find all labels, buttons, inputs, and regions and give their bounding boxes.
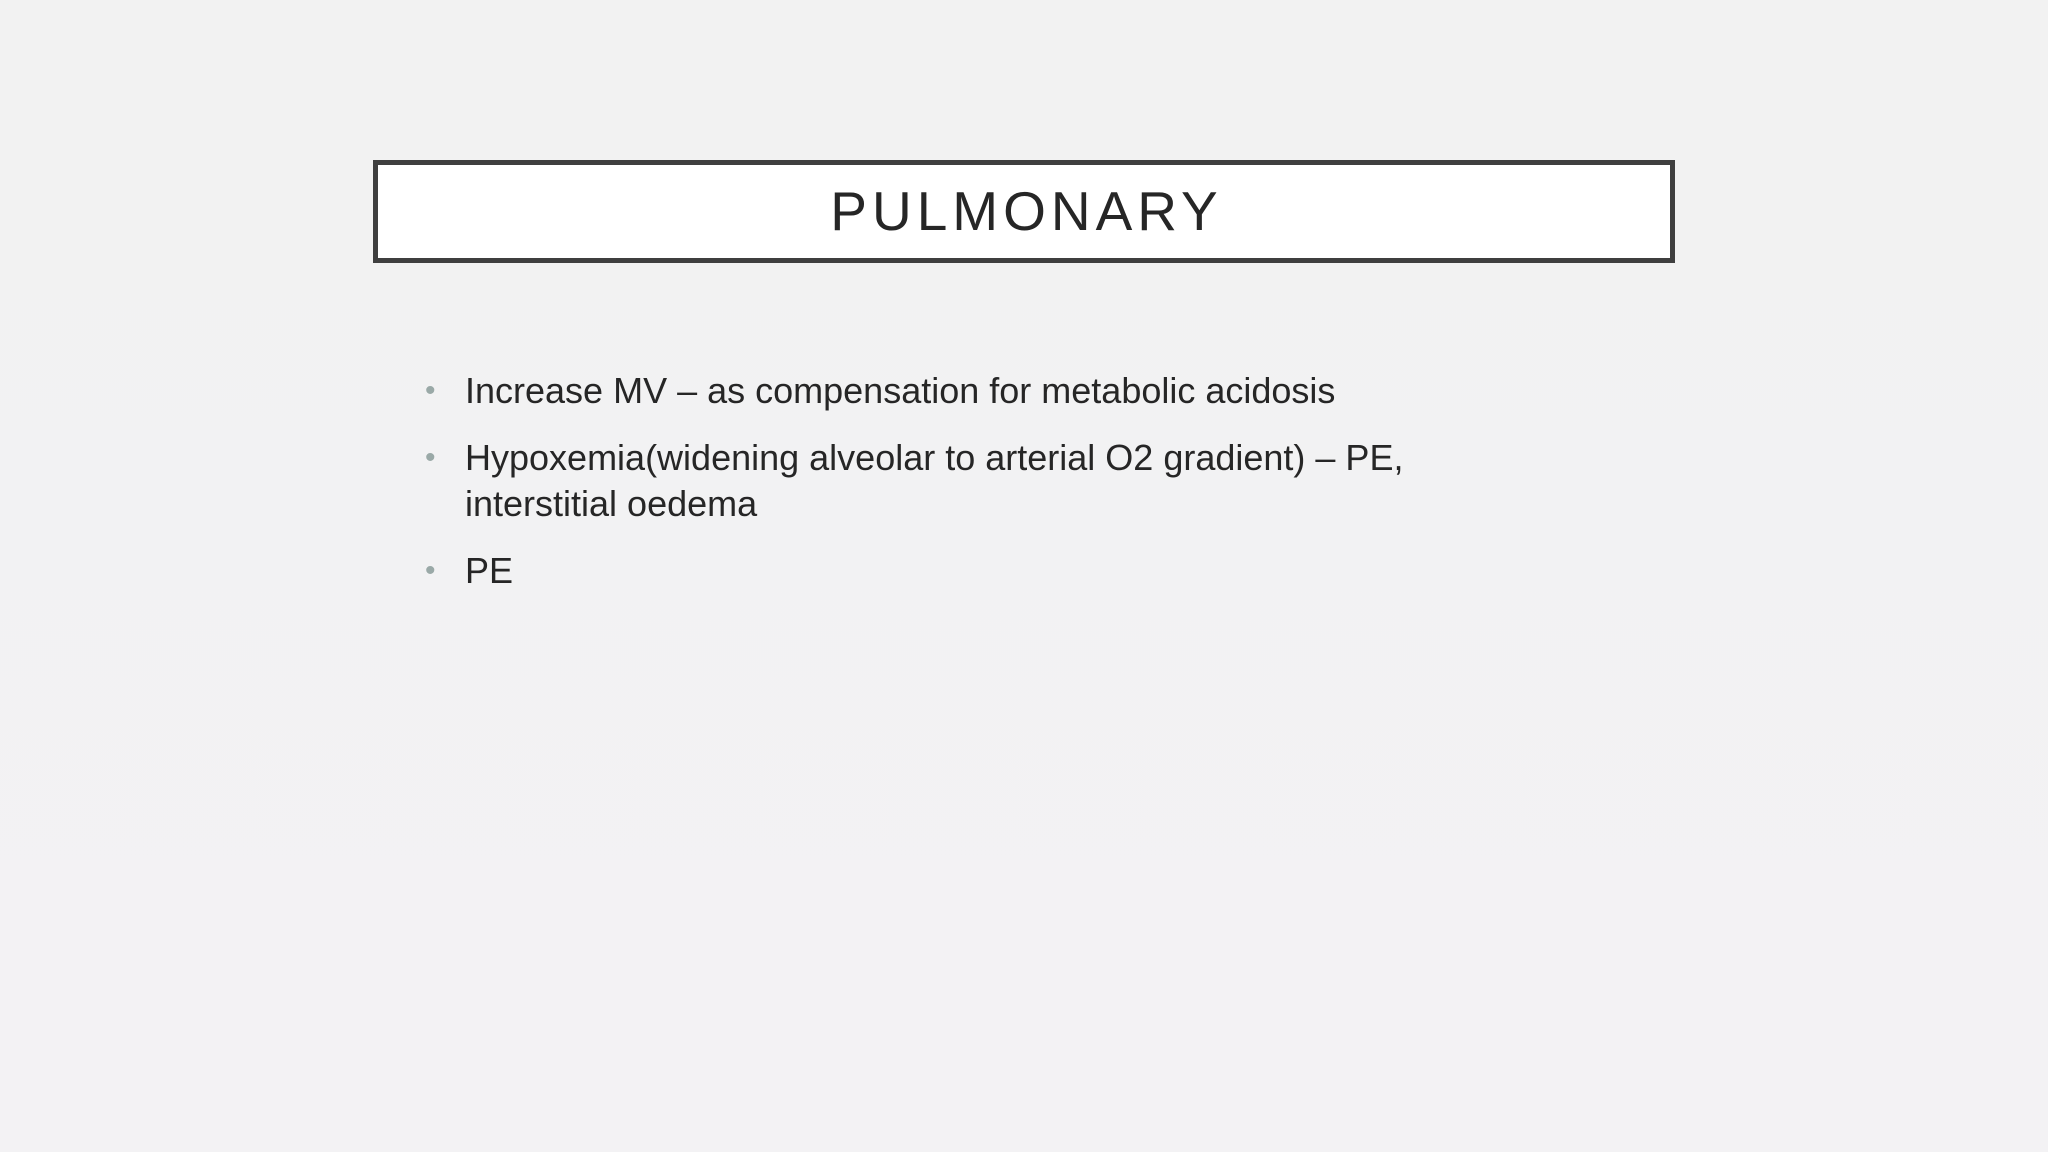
bullet-item	[420, 548, 1480, 594]
slide-title: PULMONARY	[830, 180, 1223, 242]
bullet-list	[420, 368, 1480, 615]
bullet-text: Hypoxemia(widening alveolar to arterial O2 gradient) – PE, interstitial oedema	[465, 437, 1404, 524]
bullet-text: PE	[465, 550, 514, 591]
bullet-icon: •	[425, 374, 436, 407]
bullet-item	[420, 435, 1480, 527]
bullet-text: Increase MV – as compensation for metabolic acidosis	[465, 370, 1336, 411]
bullet-icon: •	[425, 554, 436, 587]
bullet-icon: •	[425, 441, 436, 474]
bullet-item	[420, 368, 1480, 414]
title-box	[373, 160, 1675, 263]
